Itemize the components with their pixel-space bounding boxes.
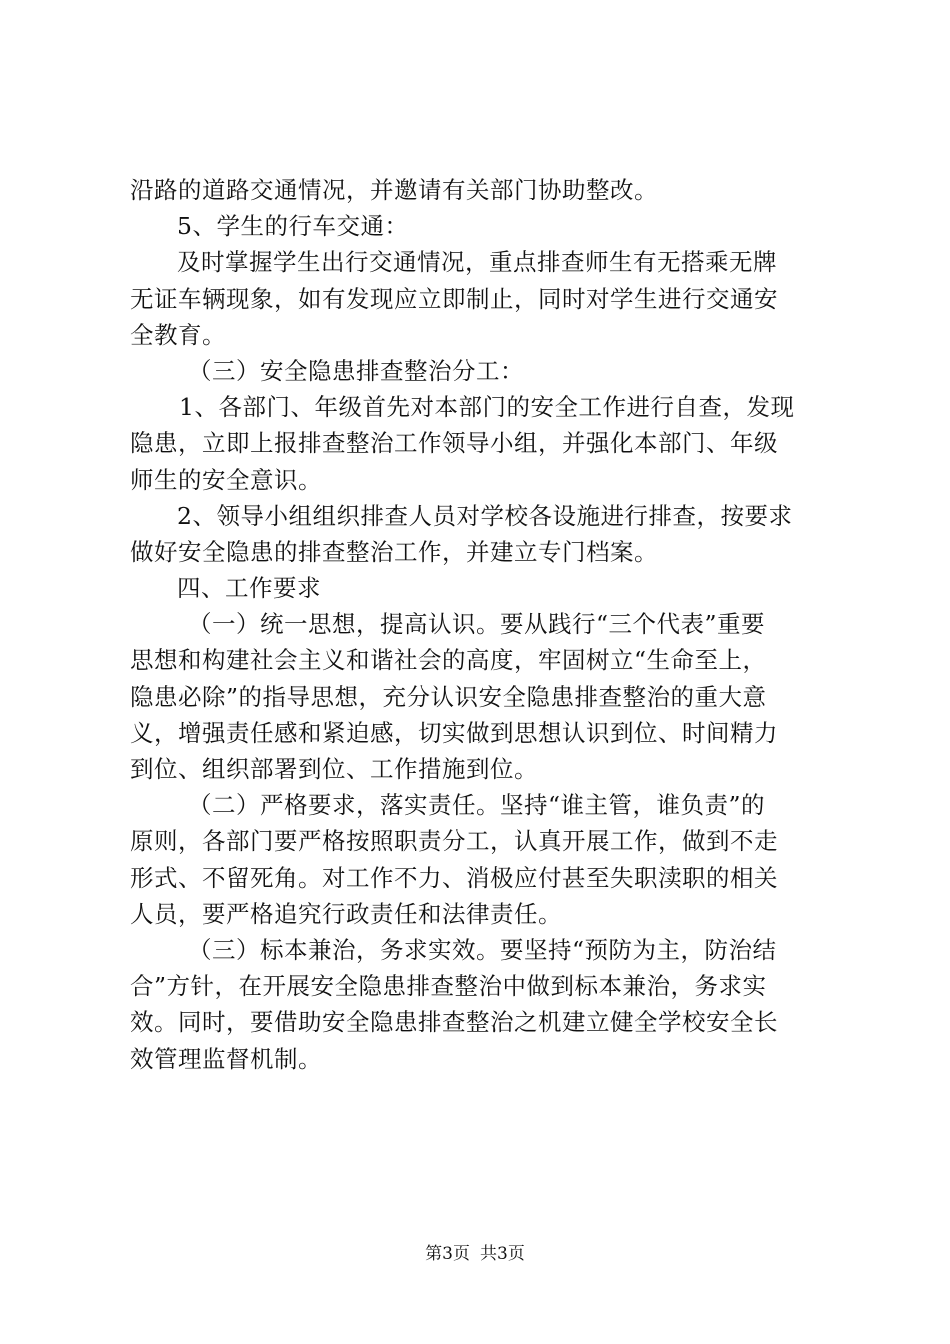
text-line: （三）标本兼治，务求实效。要坚持“预防为主，防治结 [188, 935, 777, 964]
text-line: 2、领导小组组织排查人员对学校各设施进行排查，按要求 [177, 501, 793, 530]
page-footer [0, 1243, 950, 1265]
text-line: 合”方针，在开展安全隐患排查整治中做到标本兼治，务求实 [130, 972, 767, 1001]
text-line: 效。同时，要借助安全隐患排查整治之机建立健全学校安全长 [130, 1008, 778, 1037]
text-line: 全教育。 [130, 320, 226, 349]
text-line: （二）严格要求，落实责任。坚持“谁主管，谁负责”的 [188, 791, 766, 820]
text-line: 到位、组织部署到位、工作措施到位。 [130, 755, 538, 783]
text-line: 效管理监督机制。 [130, 1044, 322, 1073]
text-line: 无证车辆现象，如有发现应立即制止，同时对学生进行交通安 [130, 284, 778, 313]
document-body [130, 172, 835, 1077]
text-line: 沿路的道路交通情况，并邀请有关部门协助整改。 [130, 176, 658, 204]
text-line: 义，增强责任感和紧迫感，切实做到思想认识到位、时间精力 [130, 718, 778, 747]
text-line: 思想和构建社会主义和谐社会的高度，牢固树立“生命至上， [130, 646, 767, 675]
text-line: 做好安全隐患的排查整治工作，并建立专门档案。 [130, 537, 658, 566]
text-line: 隐患必除”的指导思想，充分认识安全隐患排查整治的重大意 [130, 682, 767, 711]
text-line: 1、各部门、年级首先对本部门的安全工作进行自查，发现 [179, 393, 795, 422]
page-total: 共3页 [480, 1244, 525, 1264]
text-line: 及时掌握学生出行交通情况，重点排查师生有无搭乘无牌 [177, 248, 777, 277]
text-line: 形式、不留死角。对工作不力、消极应付甚至失职渎职的相关 [130, 863, 778, 892]
text-line: 隐患，立即上报排查整治工作领导小组，并强化本部门、年级 [130, 429, 778, 458]
text-line: （三）安全隐患排查整治分工： [188, 356, 524, 385]
text-line: 5、学生的行车交通： [177, 212, 409, 241]
text-line: 原则，各部门要严格按照职责分工，认真开展工作，做到不走 [130, 827, 778, 856]
text-line: 师生的安全意识。 [130, 465, 322, 494]
section-heading: 四、工作要求 [177, 574, 321, 603]
page-number: 第3页 [425, 1244, 470, 1264]
text-line: （一）统一思想，提高认识。要从践行“三个代表”重要 [188, 610, 766, 639]
text-line: 人员，要严格追究行政责任和法律责任。 [130, 899, 562, 928]
